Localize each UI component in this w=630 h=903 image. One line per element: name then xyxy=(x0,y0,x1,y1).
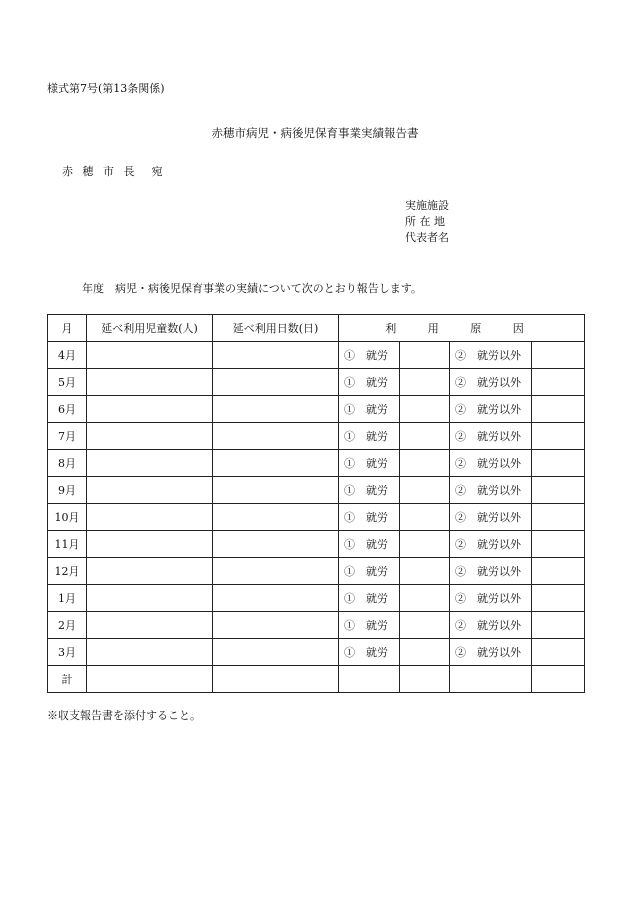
days-count-cell[interactable] xyxy=(213,423,339,450)
month-cell: 10月 xyxy=(48,504,87,531)
days-count-cell[interactable] xyxy=(213,450,339,477)
table-row xyxy=(48,396,585,423)
children-count-cell[interactable] xyxy=(87,558,213,585)
reason-other-entry[interactable] xyxy=(532,342,585,369)
header-children-count: 延べ利用児童数(人) xyxy=(87,315,213,342)
table-header-row xyxy=(48,315,585,342)
applicant-facility-label: 実施施設 xyxy=(405,199,449,212)
days-count-cell[interactable] xyxy=(213,639,339,666)
form-number: 様式第7号(第13条関係) xyxy=(47,82,165,95)
month-cell: 7月 xyxy=(48,423,87,450)
month-cell: 8月 xyxy=(48,450,87,477)
reason-work-label: ① 就労 xyxy=(339,504,400,531)
month-cell: 3月 xyxy=(48,639,87,666)
reason-other-label: ② 就労以外 xyxy=(450,558,532,585)
reason-work-label: ① 就労 xyxy=(339,396,400,423)
table-row xyxy=(48,558,585,585)
table-row xyxy=(48,585,585,612)
children-count-cell[interactable] xyxy=(87,531,213,558)
applicant-address-label: 所 在 地 xyxy=(405,215,445,228)
total-reason-work-label xyxy=(339,666,400,693)
table-row xyxy=(48,423,585,450)
days-count-cell[interactable] xyxy=(213,504,339,531)
reason-other-entry[interactable] xyxy=(532,639,585,666)
table-row xyxy=(48,504,585,531)
reason-work-label: ① 就労 xyxy=(339,531,400,558)
reason-work-label: ① 就労 xyxy=(339,612,400,639)
reason-work-entry[interactable] xyxy=(400,423,450,450)
table-row xyxy=(48,639,585,666)
reason-other-label: ② 就労以外 xyxy=(450,369,532,396)
table-row xyxy=(48,477,585,504)
children-count-cell[interactable] xyxy=(87,504,213,531)
reason-other-entry[interactable] xyxy=(532,423,585,450)
reason-work-entry[interactable] xyxy=(400,396,450,423)
days-count-cell[interactable] xyxy=(213,531,339,558)
reason-work-label: ① 就労 xyxy=(339,450,400,477)
total-label: 計 xyxy=(48,666,87,693)
applicant-block xyxy=(405,198,449,246)
reason-other-label: ② 就労以外 xyxy=(450,342,532,369)
reason-work-label: ① 就労 xyxy=(339,639,400,666)
total-children-cell[interactable] xyxy=(87,666,213,693)
applicant-representative-label: 代表者名 xyxy=(405,231,449,244)
table-row xyxy=(48,342,585,369)
reason-work-label: ① 就労 xyxy=(339,369,400,396)
header-month: 月 xyxy=(48,315,87,342)
total-reason-other-entry[interactable] xyxy=(532,666,585,693)
header-reason: 利 用 原 因 xyxy=(339,315,585,342)
children-count-cell[interactable] xyxy=(87,342,213,369)
reason-other-entry[interactable] xyxy=(532,531,585,558)
reason-other-label: ② 就労以外 xyxy=(450,450,532,477)
reason-work-entry[interactable] xyxy=(400,531,450,558)
reason-work-entry[interactable] xyxy=(400,612,450,639)
total-row xyxy=(48,666,585,693)
children-count-cell[interactable] xyxy=(87,450,213,477)
children-count-cell[interactable] xyxy=(87,639,213,666)
month-cell: 6月 xyxy=(48,396,87,423)
children-count-cell[interactable] xyxy=(87,477,213,504)
reason-other-label: ② 就労以外 xyxy=(450,639,532,666)
reason-other-label: ② 就労以外 xyxy=(450,423,532,450)
reason-other-label: ② 就労以外 xyxy=(450,612,532,639)
addressee: 赤 穂 市 長 宛 xyxy=(62,165,166,178)
reason-other-entry[interactable] xyxy=(532,396,585,423)
report-table xyxy=(47,314,585,693)
reason-other-entry[interactable] xyxy=(532,504,585,531)
table-body xyxy=(48,342,585,693)
reason-other-entry[interactable] xyxy=(532,450,585,477)
table-row xyxy=(48,369,585,396)
footnote: ※収支報告書を添付すること。 xyxy=(47,709,201,722)
table-row xyxy=(48,612,585,639)
total-reason-work-entry[interactable] xyxy=(400,666,450,693)
reason-other-label: ② 就労以外 xyxy=(450,477,532,504)
document-title: 赤穂市病児・病後児保育事業実績報告書 xyxy=(211,126,419,140)
reason-work-entry[interactable] xyxy=(400,450,450,477)
month-cell: 5月 xyxy=(48,369,87,396)
days-count-cell[interactable] xyxy=(213,369,339,396)
reason-work-label: ① 就労 xyxy=(339,342,400,369)
reason-work-entry[interactable] xyxy=(400,342,450,369)
reason-other-label: ② 就労以外 xyxy=(450,531,532,558)
reason-other-entry[interactable] xyxy=(532,558,585,585)
reason-work-label: ① 就労 xyxy=(339,423,400,450)
days-count-cell[interactable] xyxy=(213,477,339,504)
month-cell: 12月 xyxy=(48,558,87,585)
reason-other-entry[interactable] xyxy=(532,612,585,639)
total-days-cell[interactable] xyxy=(213,666,339,693)
reason-work-entry[interactable] xyxy=(400,504,450,531)
table-row xyxy=(48,531,585,558)
reason-other-entry[interactable] xyxy=(532,369,585,396)
reason-work-entry[interactable] xyxy=(400,477,450,504)
children-count-cell[interactable] xyxy=(87,423,213,450)
children-count-cell[interactable] xyxy=(87,612,213,639)
month-cell: 11月 xyxy=(48,531,87,558)
days-count-cell[interactable] xyxy=(213,396,339,423)
reason-work-entry[interactable] xyxy=(400,585,450,612)
reason-work-label: ① 就労 xyxy=(339,477,400,504)
reason-other-entry[interactable] xyxy=(532,585,585,612)
header-days-count: 延べ利用日数(日) xyxy=(213,315,339,342)
reason-other-entry[interactable] xyxy=(532,477,585,504)
month-cell: 1月 xyxy=(48,585,87,612)
table-row xyxy=(48,450,585,477)
reason-other-label: ② 就労以外 xyxy=(450,504,532,531)
total-reason-other-label xyxy=(450,666,532,693)
days-count-cell[interactable] xyxy=(213,612,339,639)
month-cell: 4月 xyxy=(48,342,87,369)
children-count-cell[interactable] xyxy=(87,369,213,396)
reason-work-label: ① 就労 xyxy=(339,558,400,585)
children-count-cell[interactable] xyxy=(87,585,213,612)
reason-work-entry[interactable] xyxy=(400,558,450,585)
days-count-cell[interactable] xyxy=(213,342,339,369)
days-count-cell[interactable] xyxy=(213,558,339,585)
days-count-cell[interactable] xyxy=(213,585,339,612)
reason-work-entry[interactable] xyxy=(400,639,450,666)
intro-text: 年度 病児・病後児保育事業の実績について次のとおり報告します。 xyxy=(82,282,422,295)
reason-other-label: ② 就労以外 xyxy=(450,396,532,423)
reason-work-entry[interactable] xyxy=(400,369,450,396)
reason-work-label: ① 就労 xyxy=(339,585,400,612)
month-cell: 2月 xyxy=(48,612,87,639)
children-count-cell[interactable] xyxy=(87,396,213,423)
reason-other-label: ② 就労以外 xyxy=(450,585,532,612)
month-cell: 9月 xyxy=(48,477,87,504)
